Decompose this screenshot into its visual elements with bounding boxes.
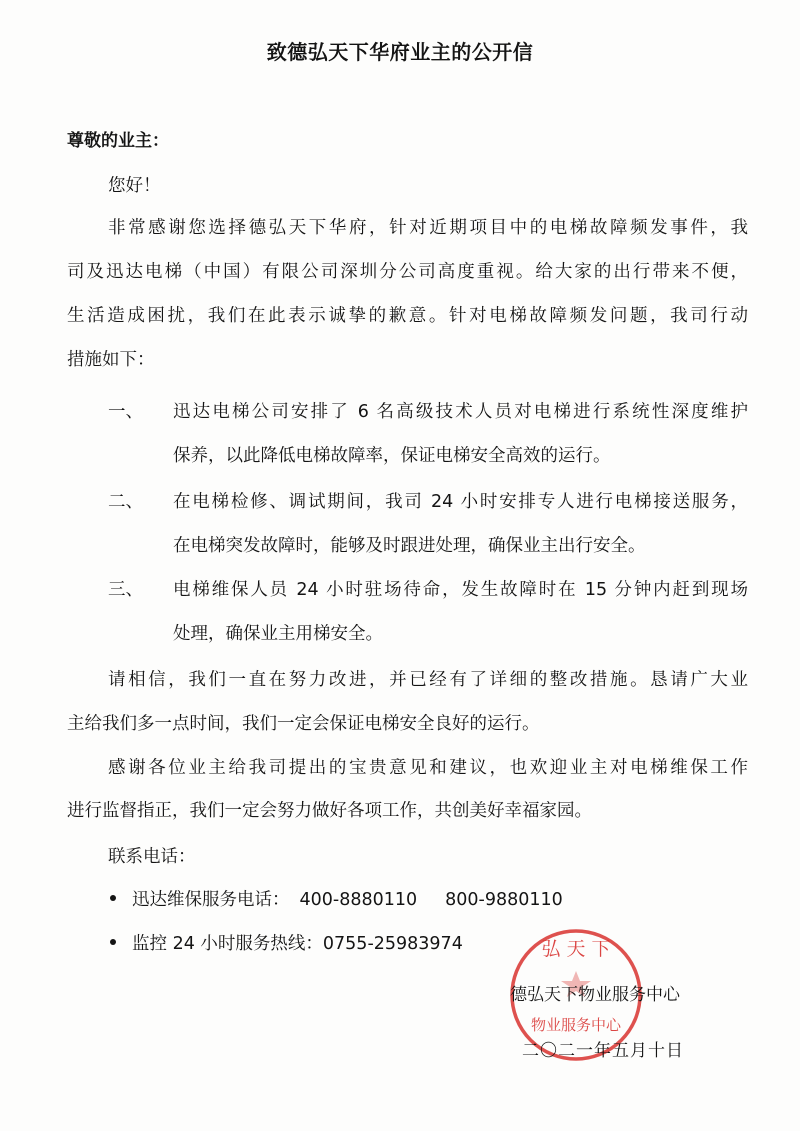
- contact-name: 迅达维保服务电话：: [132, 890, 290, 910]
- signature-date: 二〇二一年五月十日: [522, 1041, 684, 1061]
- para3-line: 进行监督指正，我们一定会努力做好各项工作，共创美好幸福家园。: [67, 801, 592, 821]
- measure-line: 保养，以此降低电梯故障率，保证电梯安全高效的运行。: [173, 446, 611, 466]
- bullet-dot-icon: [110, 939, 116, 945]
- para2-line: 主给我们多一点时间，我们一定会保证电梯安全良好的运行。: [67, 714, 540, 734]
- measure-line: 迅达电梯公司安排了 6 名高级技术人员对电梯进行系统性深度维护: [173, 402, 748, 422]
- contact-item: [110, 930, 463, 955]
- bullet-dot-icon: [110, 895, 116, 901]
- measure-number: 一、: [108, 402, 143, 422]
- measure-line: 电梯维保人员 24 小时驻场待命，发生故障时在 15 分钟内赶到现场: [173, 580, 748, 600]
- para1-line: 非常感谢您选择德弘天下华府，针对近期项目中的电梯故障频发事件，我: [108, 218, 748, 238]
- contact-item: [110, 886, 563, 911]
- para2-line: 请相信，我们一直在努力改进，并已经有了详细的整改措施。恳请广大业: [108, 670, 748, 690]
- measure-number: 三、: [108, 580, 143, 600]
- seal-top-text: 弘 天 下: [541, 938, 611, 960]
- para1-line: 措施如下：: [67, 350, 155, 370]
- contact-phone: 800-9880110: [445, 890, 563, 910]
- contact-name: 监控 24 小时服务热线：: [132, 934, 323, 954]
- signature-org: 德弘天下物业服务中心: [510, 985, 680, 1005]
- contact-label: 联系电话：: [108, 847, 196, 867]
- salutation: 尊敬的业主：: [67, 131, 169, 151]
- measure-line: 在电梯检修、调试期间，我司 24 小时安排专人进行电梯接送服务，: [173, 492, 748, 512]
- seal-bottom-text: 物业服务中心: [530, 1016, 622, 1034]
- letter-title: 致德弘天下华府业主的公开信: [266, 40, 534, 64]
- para3-line: 感谢各位业主给我司提出的宝贵意见和建议，也欢迎业主对电梯维保工作: [108, 758, 748, 778]
- para1-line: 司及迅达电梯（中国）有限公司深圳分公司高度重视。给大家的出行带来不便，: [67, 262, 748, 282]
- contact-phone: 400-8880110: [299, 890, 418, 910]
- contact-phone: 0755-25983974: [322, 934, 463, 954]
- measure-line: 在电梯突发故障时，能够及时跟进处理，确保业主出行安全。: [173, 536, 646, 556]
- measure-line: 处理，确保业主用梯安全。: [173, 624, 383, 644]
- greeting: 您好！: [108, 176, 161, 196]
- measure-number: 二、: [108, 492, 143, 512]
- para1-line: 生活造成困扰，我们在此表示诚挚的歉意。针对电梯故障频发问题，我司行动: [67, 306, 748, 326]
